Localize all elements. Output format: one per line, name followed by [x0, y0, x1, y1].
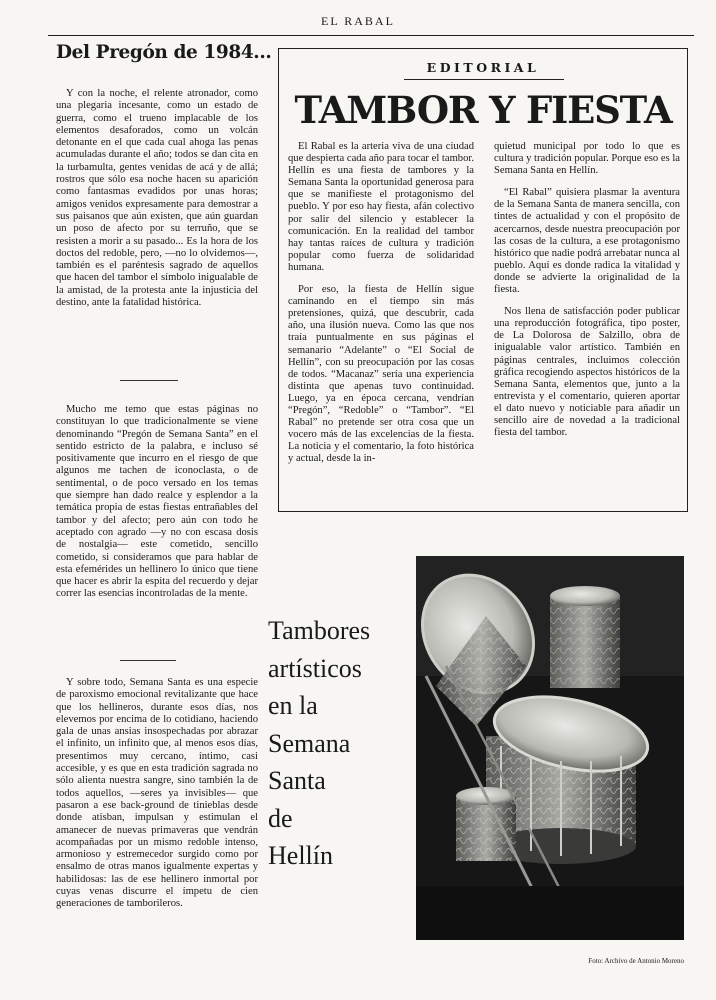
header-rule — [48, 35, 694, 36]
newspaper-header-title: EL RABAL — [321, 14, 395, 28]
editorial-paragraph: Por eso, la fiesta de Hellín sigue caminando en el tiempo sin más pretensiones, quizá, que descubrir, cada año, una ilusión nueva. Como las que nos traía puntualmente en sus páginas el semanario “Adelante” o “El Social de Hellín”, con su preocupación por las cosas de todos. “Macanaz” sería una experiencia distinta que apenas tuvo continuidad. Luego, ya en época cercana, vendrían “Pregón”, “Redoble” o “Tambor”. “El Rabal” no pretende ser otra cosa que un vocero más de las excelencias de la fiesta. La noticia y el comentario, la foto histórica y actual, desde la in- — [288, 284, 474, 465]
editorial-paragraph: “El Rabal” quisiera plasmar la aventura de la Semana Santa de manera sencilla, con tintes de actualidad y con el propósito de acercarnos, desde nuestra preocupación por las cosas de la cultura, a ese protagonismo histórico que nadie podrá arrebatar nunca al pueblo. Aquí es donde radica la vitalidad y donde se advierte la originalidad de la fiesta. — [494, 187, 680, 296]
feature-title-line: en la — [268, 691, 318, 720]
left-article-block-1 — [56, 88, 258, 309]
section-divider-1 — [120, 380, 178, 381]
left-article-block-2 — [56, 404, 258, 601]
drums-photo-illustration — [416, 556, 684, 940]
section-divider-2 — [120, 660, 176, 661]
editorial-title: TAMBOR Y FIESTA — [294, 88, 672, 132]
feature-title — [268, 612, 408, 875]
feature-title-line: Tambores — [268, 616, 371, 645]
photo-caption: Foto: Archivo de Antonio Moreno — [588, 957, 684, 965]
feature-title-line: de — [268, 803, 293, 833]
feature-title-line: Santa — [268, 766, 326, 795]
left-article-block-3 — [56, 677, 258, 911]
left-paragraph-2: Mucho me temo que estas páginas no constituyan lo que tradicionalmente se viene denominando “Pregón de Semana Santa” en el sentido estricto de la palabra, e incluso sé positivamente que incurro en el riesgo de que algunos me tachen de iconoclasta, o de sentimental, o de poco versado en los temas que siempre han dado realce y esplendor a la temática propia de estas fiestas entrañables del tambor y del afecto; pero aún con todo he aceptado con agrado —y no con escasa dosis de nostalgia— este cometido, sencillo cometido, si consideramos que para hablar de esta efemérides un hellinero lo único que tiene que hacer es abrir la espita del recuerdo y dejar correr las esencias incontroladas de la mente. — [56, 404, 258, 600]
left-article-title: Del Pregón de 1984... — [56, 42, 272, 63]
editorial-label: EDITORIAL — [426, 60, 540, 75]
editorial-paragraph: Nos llena de satisfacción poder publicar una reproducción fotográfica, tipo poster, de La Dolorosa de Salzillo, obra de inigualable valor artístico. También en páginas centrales, incluimos colección gráfica recogiendo aspectos históricos de la Semana Santa, elementos que, junto a la entrevista y el comentario, quieren aportar el dato nuevo y noticiable para añadir un sencillo aire de novedad a la tradicional fiesta del tambor. — [494, 306, 680, 439]
editorial-column-1 — [288, 141, 474, 465]
feature-title-line: Hellín — [268, 841, 333, 870]
left-paragraph-3: Y sobre todo, Semana Santa es una especie de paroxismo emocional revitalizante que hace que los hellineros, durante esos días, nos elevemos por encima de lo cotidiano, haciendo gala de unas ansias insospechadas por abrazar el infinito, un infinito que, al menos esos días, presentimos muy cercano, íntimo, casi accesible, y es que en esta tradición sagrada no sólo alienta nuestra sangre, sino también la de todos aquellos, —seres ya invisibles— que pasaron a ese back-ground de tinieblas desde donde atisban, impulsan y estimulan el amanecer de nuevas primaveras que vendrán acompañadas por un mismo redoble intenso, armonioso y estremecedor surgido como por ensalmo de otras manos igualmente expertas y habilidosas: las de ese hellinero inmortal por cuyas venas discurre el ímpetu de cien generaciones de tamborileros. — [56, 677, 258, 910]
feature-title-line: Semana — [268, 728, 351, 758]
editorial-column-2 — [494, 141, 680, 439]
editorial-paragraph: quietud municipal por todo lo que es cultura y tradición popular. Porque eso es la Semana Santa en Hellín. — [494, 141, 680, 177]
editorial-label-underline — [404, 79, 564, 80]
drums-photo — [416, 556, 684, 940]
editorial-paragraph: El Rabal es la arteria viva de una ciudad que despierta cada año para tocar el tambor. Hellín es una fiesta de tambores y la Semana Santa la oportunidad generosa para que se manifieste el protagonismo del pueblo. Y por eso hay fiesta, afán colectivo por salir del silencio y establecer la comunicación. En la realidad del tambor hay tantas raíces de cultura y tradición popular como fuerza de solidaridad humana. — [288, 141, 474, 273]
feature-title-line: artísticos — [268, 653, 362, 683]
left-paragraph-1: Y con la noche, el relente atronador, como una plegaria incesante, como un estado de guerra, como el trueno implacable de los elementos desaforados, como un volcán detonante en el que cada cual ahoga las penas acumuladas durante el año; todos se dan cita en la turbamulta, gentes venidas de acá y de allá; rostros que sólo esa noche hacen su aparición como fantasmas evadidos por unas horas; amigos venidos expresamente para demostrar a sus paisanos que aún existen, que aún guardan un poso de afecto por su terruño, que se resisten a morir a su pasado... Es la hora de los doctos del redoble, pero, —no lo olvidemos—, también es el paréntesis sagrado de aquellos que hacen del tambor el símbolo inigualable de la amistad, de la protesta ante la injusticia del destino, ante la fatalidad histórica. — [56, 88, 258, 309]
